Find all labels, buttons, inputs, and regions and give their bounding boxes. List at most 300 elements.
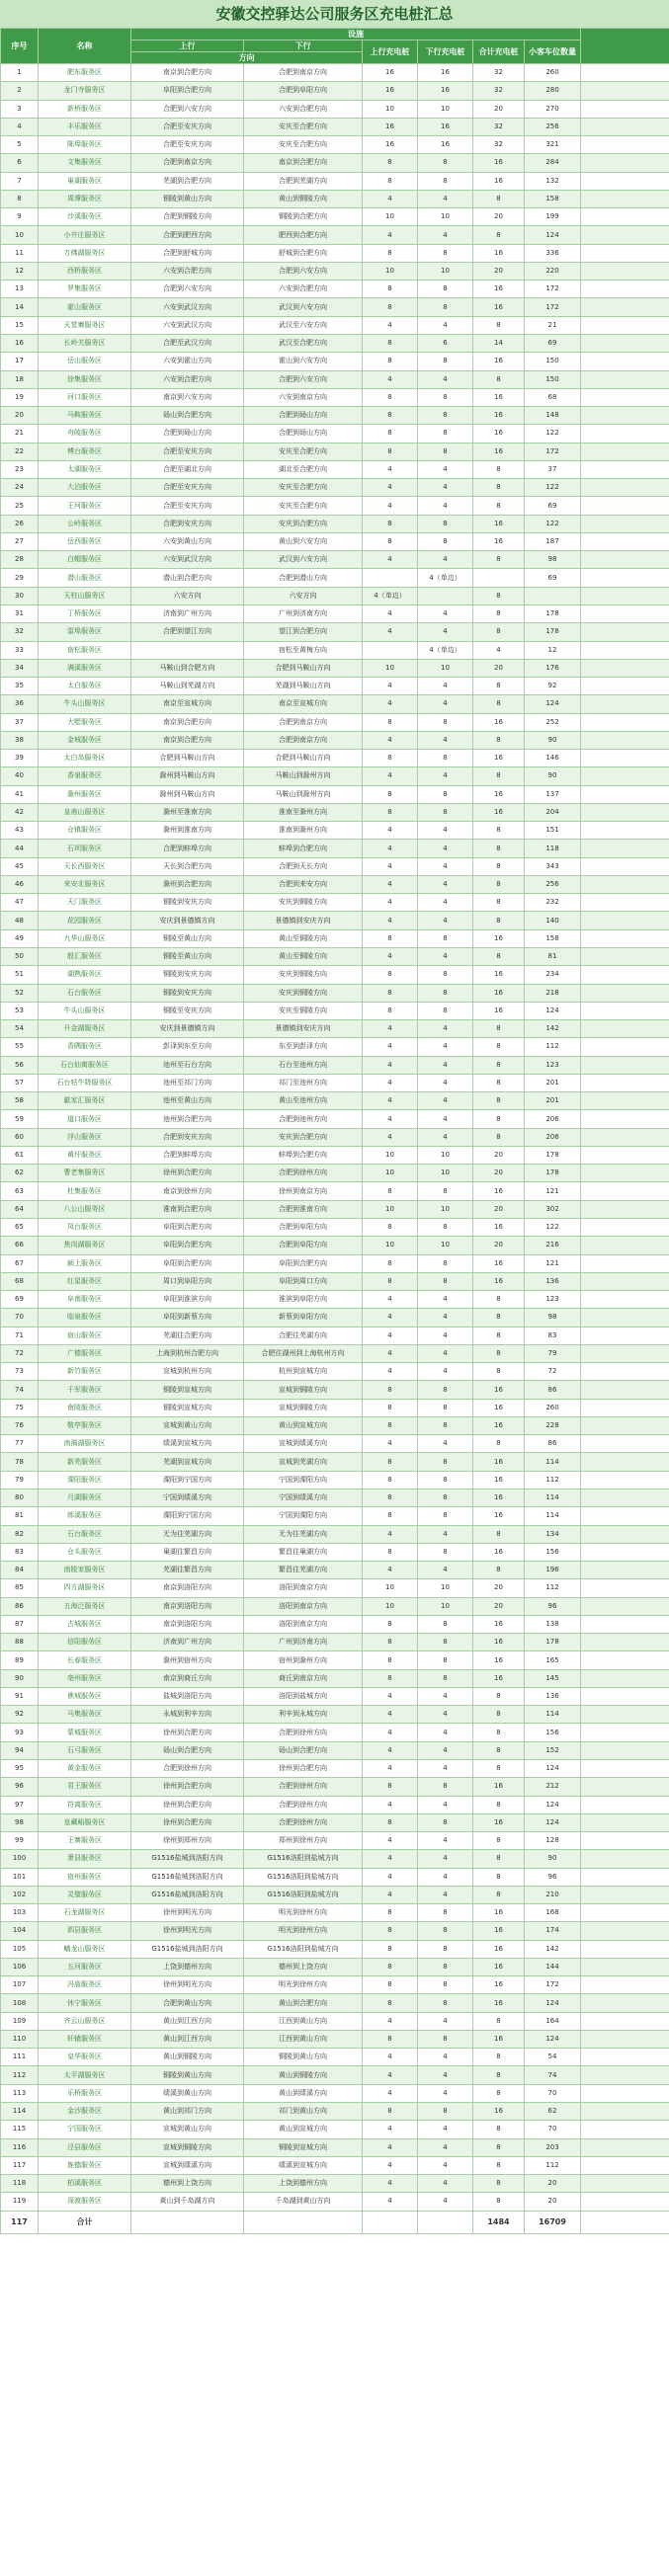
row-name: 牛头山服务区 [39, 695, 131, 713]
row-total-chargers: 8 [473, 678, 525, 695]
table-row [1, 1038, 669, 1056]
row-parking: 124 [525, 226, 581, 244]
row-up-chargers: 4 [363, 1562, 418, 1579]
row-parking: 114 [525, 1706, 581, 1724]
row-up-chargers: 16 [363, 136, 418, 154]
row-name: 轩辕服务区 [39, 2030, 131, 2048]
row-name: 信阳服务区 [39, 1634, 131, 1651]
row-total-chargers: 20 [473, 1146, 525, 1164]
row-up-chargers: 4 [363, 2066, 418, 2084]
row-empty [581, 1796, 669, 1813]
table-row [1, 822, 669, 840]
row-up-chargers: 8 [363, 1219, 418, 1237]
row-down-chargers: 4 [418, 822, 473, 840]
row-seq: 54 [1, 1020, 39, 1038]
table-row [1, 1976, 669, 1994]
row-up-chargers: 8 [363, 929, 418, 947]
table-row [1, 2156, 669, 2174]
row-name: 广德服务区 [39, 1344, 131, 1362]
row-seq: 67 [1, 1254, 39, 1272]
row-down-chargers: 10 [418, 1237, 473, 1254]
row-down-chargers: 4 [418, 2121, 473, 2138]
row-down-chargers: 8 [418, 154, 473, 172]
row-up-chargers: 8 [363, 532, 418, 550]
row-empty [581, 948, 669, 966]
row-total-chargers: 16 [473, 1958, 525, 1975]
row-up-chargers: 4 [363, 731, 418, 749]
row-parking: 252 [525, 713, 581, 731]
row-down-direction: 南京至宣城方向 [244, 695, 363, 713]
row-name: 宿松服务区 [39, 641, 131, 659]
row-name: 大墅服务区 [39, 713, 131, 731]
row-seq: 69 [1, 1291, 39, 1309]
row-down-chargers: 4 [418, 1741, 473, 1759]
row-parking: 69 [525, 334, 581, 352]
row-parking: 234 [525, 966, 581, 984]
row-down-chargers: 8 [418, 1489, 473, 1506]
row-name: 萧县服务区 [39, 1850, 131, 1868]
row-seq: 16 [1, 334, 39, 352]
row-empty [581, 875, 669, 893]
row-empty [581, 1363, 669, 1381]
row-seq: 78 [1, 1453, 39, 1471]
row-down-chargers: 4 [418, 623, 473, 641]
row-down-chargers: 8 [418, 515, 473, 532]
table-row [1, 443, 669, 460]
row-total-chargers: 16 [473, 1651, 525, 1669]
row-down-chargers: 8 [418, 407, 473, 425]
row-up-chargers: 8 [363, 1489, 418, 1506]
row-up-chargers: 4 [363, 1886, 418, 1903]
row-seq: 64 [1, 1200, 39, 1218]
row-name: 杜集服务区 [39, 1182, 131, 1200]
row-parking: 172 [525, 1976, 581, 1994]
row-total-chargers: 8 [473, 2138, 525, 2156]
row-up-chargers: 8 [363, 1634, 418, 1651]
row-seq: 14 [1, 298, 39, 316]
table-row [1, 281, 669, 298]
row-total-chargers: 20 [473, 1597, 525, 1615]
table-row [1, 2175, 669, 2193]
table-row [1, 298, 669, 316]
row-total-chargers: 8 [473, 1291, 525, 1309]
row-parking: 176 [525, 659, 581, 677]
row-parking: 178 [525, 623, 581, 641]
row-down-direction: 铜陵到宣城方向 [244, 2138, 363, 2156]
row-seq: 29 [1, 569, 39, 587]
table-row [1, 388, 669, 406]
header-total-chargers: 合计充电桩 [473, 40, 525, 64]
row-down-chargers: 4 [418, 1759, 473, 1777]
row-down-direction: 广州到济南方向 [244, 1634, 363, 1651]
row-total-chargers: 16 [473, 1272, 525, 1290]
row-up-direction: 徐州到合肥方向 [131, 1813, 244, 1831]
row-down-direction: 广州到济南方向 [244, 604, 363, 622]
row-parking: 114 [525, 1453, 581, 1471]
row-down-chargers: 8 [418, 1507, 473, 1525]
table-row [1, 1759, 669, 1777]
table-row [1, 587, 669, 604]
row-seq: 65 [1, 1219, 39, 1237]
row-parking: 178 [525, 1165, 581, 1182]
row-up-chargers: 8 [363, 1381, 418, 1399]
row-up-chargers: 8 [363, 388, 418, 406]
row-up-direction: 铜陵到安庆方向 [131, 966, 244, 984]
row-down-direction: 淮南到滁州方向 [244, 822, 363, 840]
row-total-chargers: 8 [473, 190, 525, 207]
row-up-chargers: 4 [363, 1309, 418, 1327]
row-seq: 80 [1, 1489, 39, 1506]
row-down-direction: 祁门到黄山方向 [244, 2103, 363, 2121]
row-name: 巢湖服务区 [39, 172, 131, 190]
row-down-direction: 铜陵到合肥方向 [244, 208, 363, 226]
row-empty [581, 226, 669, 244]
table-row [1, 190, 669, 207]
row-parking: 62 [525, 2103, 581, 2121]
row-seq: 44 [1, 840, 39, 857]
row-up-direction: 徐州到明光方向 [131, 1976, 244, 1994]
row-up-direction: 滁州到淮南方向 [131, 822, 244, 840]
row-down-chargers: 10 [418, 262, 473, 280]
row-parking: 256 [525, 875, 581, 893]
row-seq: 34 [1, 659, 39, 677]
row-name: 周潭服务区 [39, 190, 131, 207]
row-seq: 50 [1, 948, 39, 966]
row-parking: 146 [525, 750, 581, 767]
row-up-chargers: 8 [363, 1416, 418, 1434]
row-parking: 68 [525, 388, 581, 406]
row-down-chargers: 4 [418, 479, 473, 497]
row-parking: 150 [525, 353, 581, 370]
row-total-chargers: 32 [473, 118, 525, 135]
row-name: 乐桥服务区 [39, 2084, 131, 2102]
row-empty [581, 1886, 669, 1903]
row-seq: 118 [1, 2175, 39, 2193]
row-name: 太白岛服务区 [39, 750, 131, 767]
row-up-direction: 溧阳到宁国方向 [131, 1471, 244, 1489]
row-up-direction: 合肥到望江方向 [131, 623, 244, 641]
row-up-direction: 砀山到合肥方向 [131, 407, 244, 425]
row-down-chargers: 8 [418, 425, 473, 443]
row-name: 小井庄服务区 [39, 226, 131, 244]
table-row [1, 785, 669, 803]
row-seq: 102 [1, 1886, 39, 1903]
row-total-chargers: 16 [473, 244, 525, 262]
row-up-direction: 砀山到合肥方向 [131, 1741, 244, 1759]
row-down-chargers: 4 [418, 767, 473, 785]
row-total-chargers: 8 [473, 1327, 525, 1344]
row-up-chargers: 8 [363, 407, 418, 425]
row-up-chargers: 4 [363, 1724, 418, 1741]
row-parking: 150 [525, 370, 581, 388]
row-empty [581, 1254, 669, 1272]
row-total-chargers: 16 [473, 1489, 525, 1506]
row-up-direction: 安庆到景德镇方向 [131, 1020, 244, 1038]
row-name: 滁州服务区 [39, 785, 131, 803]
row-empty [581, 1669, 669, 1687]
row-empty [581, 479, 669, 497]
table-row [1, 695, 669, 713]
row-up-chargers: 8 [363, 1507, 418, 1525]
row-down-chargers: 8 [418, 2030, 473, 2048]
row-down-direction: G1516洛阳到盐城方向 [244, 1868, 363, 1886]
row-up-direction: 滁州到合肥方向 [131, 875, 244, 893]
table-row [1, 154, 669, 172]
table-row [1, 1327, 669, 1344]
row-total-chargers: 20 [473, 1237, 525, 1254]
row-up-direction: 六安方向 [131, 587, 244, 604]
row-total-chargers: 16 [473, 1994, 525, 2012]
row-up-chargers [363, 641, 418, 659]
row-up-chargers: 4 [363, 1020, 418, 1038]
row-total-chargers: 8 [473, 1309, 525, 1327]
row-up-chargers: 10 [363, 262, 418, 280]
row-name: 新芜服务区 [39, 1453, 131, 1471]
table-row [1, 407, 669, 425]
row-name: 长岭关服务区 [39, 334, 131, 352]
row-up-direction: 合肥到南京方向 [131, 154, 244, 172]
row-up-direction: 芜湖往繁昌方向 [131, 1562, 244, 1579]
row-name: 王河服务区 [39, 497, 131, 515]
table-row [1, 1254, 669, 1272]
row-empty [581, 604, 669, 622]
table-row [1, 2103, 669, 2121]
row-up-direction: 马鞍山到芜湖方向 [131, 678, 244, 695]
row-down-chargers: 4 [418, 316, 473, 334]
row-down-direction: 宣城到绩溪方向 [244, 1435, 363, 1453]
row-empty [581, 353, 669, 370]
row-up-chargers: 8 [363, 1254, 418, 1272]
table-row [1, 64, 669, 82]
row-parking: 174 [525, 1922, 581, 1940]
row-name: 冯庙服务区 [39, 1976, 131, 1994]
row-up-direction: 徐州到合肥方向 [131, 1165, 244, 1182]
row-total-chargers: 16 [473, 1904, 525, 1922]
table-row [1, 659, 669, 677]
table-row [1, 912, 669, 929]
row-total-chargers: 20 [473, 1165, 525, 1182]
row-seq: 57 [1, 1074, 39, 1091]
row-empty [581, 460, 669, 478]
row-parking: 206 [525, 1128, 581, 1146]
row-total-chargers: 16 [473, 750, 525, 767]
row-up-direction: 黄山到江西方向 [131, 2030, 244, 2048]
row-up-direction: 盐城到洛阳方向 [131, 1687, 244, 1705]
row-seq: 15 [1, 316, 39, 334]
table-body [1, 64, 669, 2212]
row-up-chargers: 4 [363, 767, 418, 785]
row-name: 蟠龙山服务区 [39, 1940, 131, 1958]
row-up-direction: 合肥到安庆方向 [131, 1128, 244, 1146]
row-parking: 218 [525, 984, 581, 1002]
row-name: 升金湖服务区 [39, 1020, 131, 1038]
row-down-chargers: 4 [418, 1886, 473, 1903]
row-up-chargers: 4 [363, 1796, 418, 1813]
footer-label: 合计 [39, 2211, 131, 2233]
row-name: 太白服务区 [39, 678, 131, 695]
row-up-chargers: 4 [363, 623, 418, 641]
row-parking: 165 [525, 1651, 581, 1669]
row-down-direction: 黄山到铜陵方向 [244, 190, 363, 207]
row-parking: 124 [525, 1994, 581, 2012]
row-down-chargers: 8 [418, 1471, 473, 1489]
row-total-chargers: 8 [473, 497, 525, 515]
row-seq: 1 [1, 64, 39, 82]
row-down-chargers: 4 [418, 1724, 473, 1741]
table-row [1, 1165, 669, 1182]
row-parking: 98 [525, 551, 581, 569]
row-total-chargers: 8 [473, 1759, 525, 1777]
table-row [1, 840, 669, 857]
row-empty [581, 82, 669, 100]
row-name: 黄圩服务区 [39, 1146, 131, 1164]
row-empty [581, 1453, 669, 1471]
header-facility: 设施 [131, 29, 581, 40]
row-down-chargers: 4（单边） [418, 569, 473, 587]
row-up-direction: 绩溪到黄山方向 [131, 2084, 244, 2102]
row-total-chargers: 16 [473, 388, 525, 406]
row-total-chargers: 8 [473, 1850, 525, 1868]
row-empty [581, 407, 669, 425]
row-total-chargers: 16 [473, 1381, 525, 1399]
row-down-chargers: 10 [418, 1597, 473, 1615]
row-up-direction: 合肥到肥西方向 [131, 226, 244, 244]
row-total-chargers: 14 [473, 334, 525, 352]
row-down-chargers [418, 587, 473, 604]
row-down-chargers: 4 [418, 731, 473, 749]
row-down-chargers: 6 [418, 334, 473, 352]
row-up-direction: 六安到合肥方向 [131, 262, 244, 280]
row-total-chargers: 16 [473, 154, 525, 172]
row-parking: 70 [525, 2084, 581, 2102]
row-total-chargers: 8 [473, 460, 525, 478]
row-parking: 128 [525, 1832, 581, 1850]
row-down-direction: 安庆至铜陵方向 [244, 1002, 363, 1019]
row-parking: 158 [525, 190, 581, 207]
row-name: 河口服务区 [39, 388, 131, 406]
row-empty [581, 1110, 669, 1128]
table-row [1, 857, 669, 875]
row-down-chargers: 4 [418, 2049, 473, 2066]
row-name: 沙溪服务区 [39, 208, 131, 226]
row-empty [581, 1597, 669, 1615]
row-seq: 26 [1, 515, 39, 532]
row-name: 王寨服务区 [39, 1832, 131, 1850]
row-empty [581, 1562, 669, 1579]
row-seq: 45 [1, 857, 39, 875]
row-seq: 89 [1, 1651, 39, 1669]
row-name: 岳西服务区 [39, 532, 131, 550]
row-total-chargers [473, 569, 525, 587]
row-down-direction: 六安到南京方向 [244, 388, 363, 406]
row-parking: 142 [525, 1020, 581, 1038]
row-up-chargers: 4 [363, 1868, 418, 1886]
row-up-direction: G1516盐城到洛阳方向 [131, 1940, 244, 1958]
row-up-direction: 合肥到六安方向 [131, 281, 244, 298]
row-down-chargers: 8 [418, 1272, 473, 1290]
row-down-chargers: 8 [418, 1416, 473, 1434]
row-total-chargers: 16 [473, 425, 525, 443]
row-up-direction: 合肥到黄山方向 [131, 1994, 244, 2012]
row-seq: 77 [1, 1435, 39, 1453]
row-parking: 90 [525, 731, 581, 749]
table-row [1, 767, 669, 785]
row-down-chargers: 10 [418, 659, 473, 677]
row-seq: 40 [1, 767, 39, 785]
row-up-direction: 六安到霍山方向 [131, 353, 244, 370]
row-down-direction: 合肥到池州方向 [244, 1110, 363, 1128]
row-total-chargers: 8 [473, 840, 525, 857]
row-up-direction: 上饶到德州方向 [131, 1958, 244, 1975]
table-row [1, 678, 669, 695]
row-down-chargers: 4 [418, 1435, 473, 1453]
table-row [1, 353, 669, 370]
row-empty [581, 1813, 669, 1831]
row-name: 西桥服务区 [39, 262, 131, 280]
row-up-chargers: 8 [363, 1399, 418, 1416]
row-total-chargers: 8 [473, 1020, 525, 1038]
row-seq: 37 [1, 713, 39, 731]
row-down-chargers: 8 [418, 1940, 473, 1958]
row-parking: 98 [525, 1309, 581, 1327]
row-total-chargers: 8 [473, 1092, 525, 1110]
row-seq: 91 [1, 1687, 39, 1705]
row-empty [581, 1525, 669, 1543]
row-down-direction: 舒城到合肥方向 [244, 244, 363, 262]
row-down-direction: 肥西到合肥方向 [244, 226, 363, 244]
row-seq: 59 [1, 1110, 39, 1128]
row-seq: 110 [1, 2030, 39, 2048]
row-down-direction: 合肥到芜湖方向 [244, 172, 363, 190]
row-parking: 260 [525, 1399, 581, 1416]
row-down-direction: 蚌埠到合肥方向 [244, 1146, 363, 1164]
row-parking: 121 [525, 1182, 581, 1200]
row-down-chargers: 4 [418, 2193, 473, 2211]
row-total-chargers: 16 [473, 1813, 525, 1831]
row-name: 曹老集服务区 [39, 1165, 131, 1182]
row-total-chargers: 8 [473, 1038, 525, 1056]
row-total-chargers: 8 [473, 2066, 525, 2084]
row-up-direction: 彭泽到东至方向 [131, 1038, 244, 1056]
row-parking: 256 [525, 118, 581, 135]
row-down-direction: 景德镇到安庆方向 [244, 912, 363, 929]
row-total-chargers: 8 [473, 1706, 525, 1724]
row-parking: 118 [525, 840, 581, 857]
row-up-chargers: 4 [363, 1850, 418, 1868]
row-up-chargers: 4 [363, 1128, 418, 1146]
row-up-chargers: 4 [363, 2193, 418, 2211]
row-up-direction: 马鞍山到合肥方向 [131, 659, 244, 677]
row-empty [581, 678, 669, 695]
row-empty [581, 1489, 669, 1506]
row-down-direction: 宣城到铜陵方向 [244, 1399, 363, 1416]
row-down-chargers: 4 [418, 875, 473, 893]
row-total-chargers: 20 [473, 208, 525, 226]
row-name: 柏溪服务区 [39, 2175, 131, 2193]
row-up-chargers: 4 [363, 948, 418, 966]
row-parking: 114 [525, 1507, 581, 1525]
row-total-chargers: 16 [473, 1669, 525, 1687]
row-down-chargers: 10 [418, 208, 473, 226]
row-parking: 206 [525, 1110, 581, 1128]
row-empty [581, 1579, 669, 1597]
table-row [1, 1002, 669, 1019]
footer-total-chargers: 1484 [473, 2211, 525, 2233]
row-up-direction: 南京到徐州方向 [131, 1182, 244, 1200]
row-down-direction: 武汉至六安方向 [244, 316, 363, 334]
row-empty [581, 334, 669, 352]
row-down-direction: 合肥到潜山方向 [244, 569, 363, 587]
